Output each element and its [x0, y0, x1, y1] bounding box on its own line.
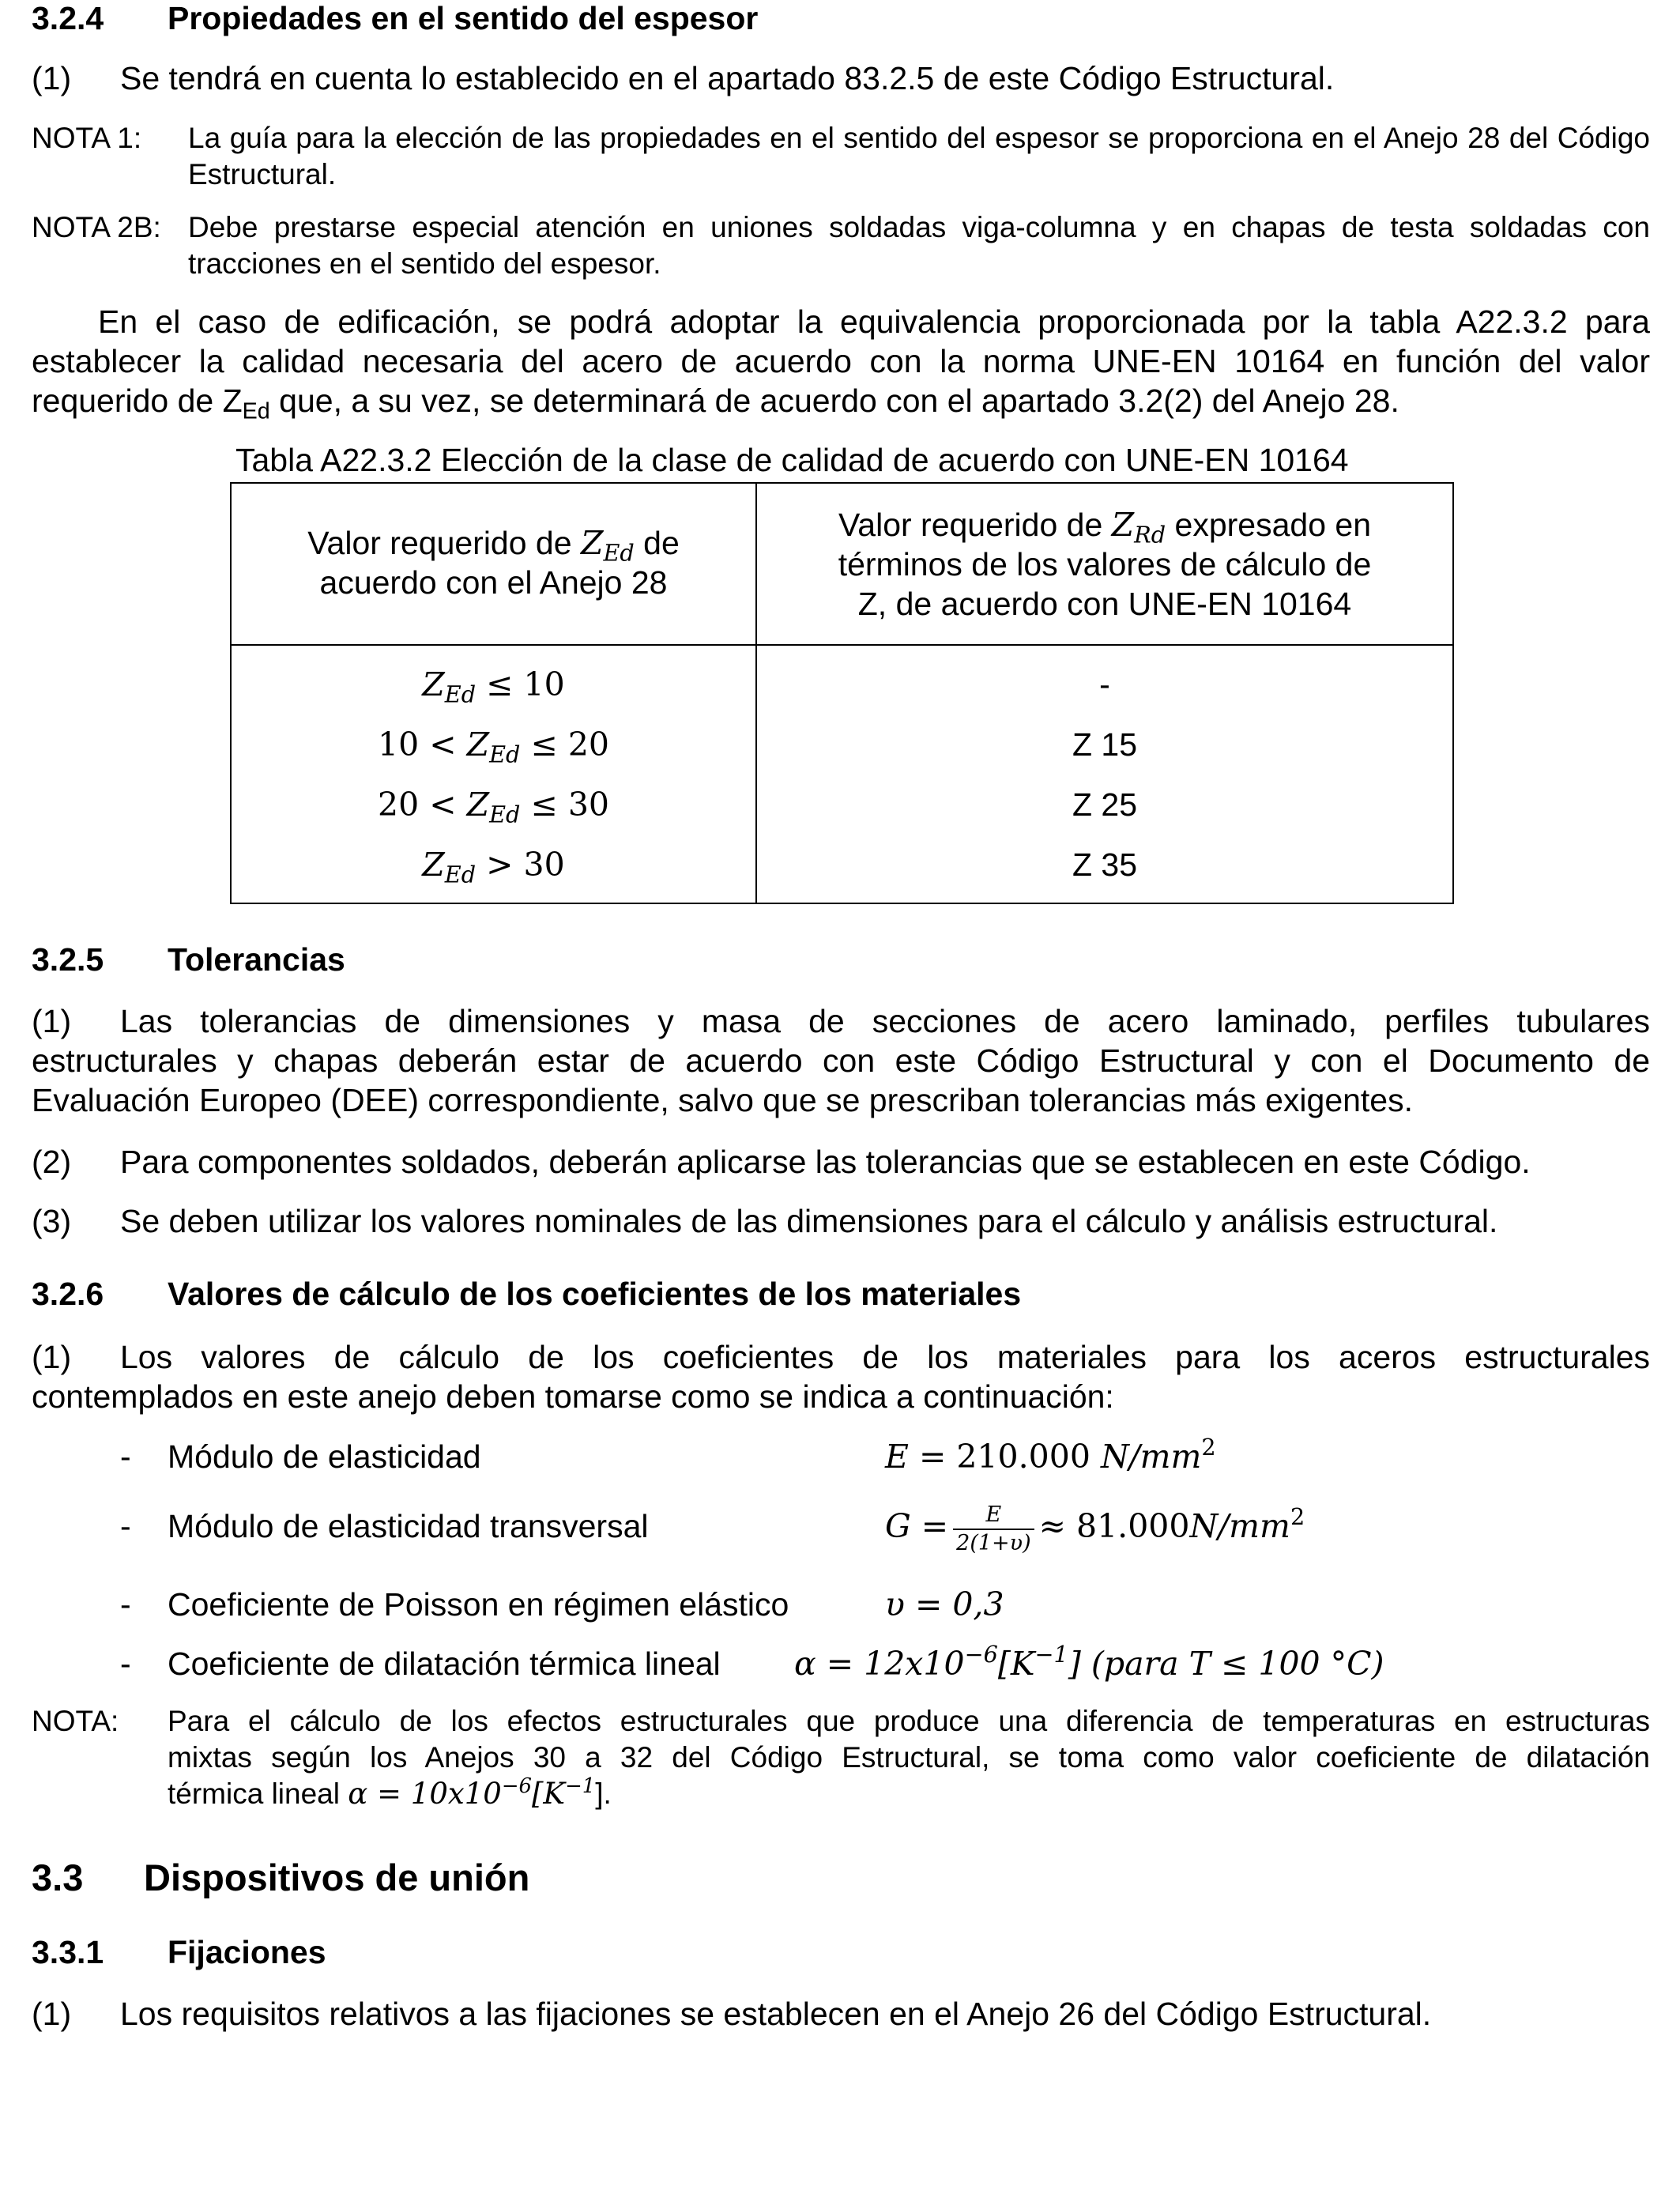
section-title-3-2-5: Tolerancias — [168, 941, 345, 978]
note-line: térmica lineal $\alpha = 10x10^{-6}[K^{-1}]$. — [168, 1774, 612, 1811]
section-number-3-2-6: 3.2.6 — [32, 1276, 104, 1312]
note-text: Debe prestarse especial atención en uniones soldadas viga-columna y en chapas de testa soldadas con tracciones en el sentido del espesor. — [188, 211, 1650, 280]
paragraph-number: (2) — [32, 1144, 72, 1180]
table-header-cell: Valor requerido de $Z_{Ed}$ de acuerdo con el Anejo 28 — [231, 483, 756, 645]
table-row: $Z_{Ed} > 30$ — [422, 845, 565, 888]
formula-e: E = 210.000 $N/mm^2$ — [885, 1434, 1216, 1476]
table-cell-z-classes — [756, 645, 1453, 903]
list-item: Coeficiente de Poisson en régimen elástico — [168, 1586, 789, 1623]
paragraph-line: establecer la calidad necesaria del acero de acuerdo con la norma UNE-EN 10164 en función del valor — [32, 343, 1650, 379]
list-item: Módulo de elasticidad — [168, 1438, 481, 1475]
paragraph-text: Se deben utilizar los valores nominales de las dimensiones para el cálculo y análisis estructural. — [120, 1203, 1498, 1239]
paragraph-line: Los valores de cálculo de los coeficientes de los materiales para los aceros estructurales — [120, 1339, 1650, 1375]
note-line: mixtas según los Anejos 30 a 32 del Código Estructural, se toma como valor coeficiente de dilatación — [168, 1741, 1650, 1774]
section-number-3-2-4: 3.2.4 — [32, 0, 104, 36]
paragraph-number: (1) — [32, 1996, 72, 2032]
section-number-3-3-1: 3.3.1 — [32, 1934, 104, 1970]
formula-alpha: $\alpha = 12x10^{-6}[K^{-1}]$ (para T ≤ 100 °C) — [794, 1641, 1384, 1683]
table-row: $10 < Z_{Ed} \le 20$ — [378, 725, 609, 768]
table-caption: Tabla A22.3.2 Elección de la clase de calidad de acuerdo con UNE-EN 10164 — [235, 442, 1349, 478]
paragraph-line: Las tolerancias de dimensiones y masa de secciones de acero laminado, perfiles tubulares — [120, 1003, 1650, 1039]
table-cell-zed-ranges — [231, 645, 756, 903]
table-row: Z 25 — [1072, 786, 1138, 823]
paragraph-line: estructurales y chapas deberán estar de acuerdo con este Código Estructural y con el Documento de — [32, 1042, 1650, 1079]
table-row: $20 < Z_{Ed} \le 30$ — [378, 785, 609, 828]
paragraph-line: requerido de $Z_{Ed}$ que, a su vez, se determinará de acuerdo con el apartado 3.2(2) del Anejo 28. — [32, 383, 1399, 424]
list-dash: - — [120, 1646, 131, 1682]
note-label: NOTA 1: — [32, 122, 142, 154]
quality-class-table — [230, 482, 1454, 904]
table-row: - — [1099, 665, 1110, 703]
table-row: Z 15 — [1072, 726, 1138, 763]
list-dash: - — [120, 1586, 131, 1623]
formula-g: G = $\frac{E}{2(1+\upsilon)}$ ≈ $81.000N/mm^2$ — [885, 1502, 1305, 1555]
list-dash: - — [120, 1438, 131, 1475]
note-label: NOTA: — [32, 1705, 119, 1737]
note-text: La guía para la elección de las propiedades en el sentido del espesor se proporciona en el Anejo 28 del Código Estructural. — [188, 122, 1650, 190]
list-item: Módulo de elasticidad transversal — [168, 1508, 649, 1544]
paragraph-number: (1) — [32, 1003, 72, 1039]
section-number-3-3: 3.3 — [32, 1857, 84, 1898]
table-header-cell: Valor requerido de $Z_{Rd}$ expresado en términos de los valores de cálculo de Z, de acuerdo con UNE-EN 10164 — [756, 483, 1453, 645]
paragraph-text: Se tendrá en cuenta lo establecido en el apartado 83.2.5 de este Código Estructural. — [120, 60, 1335, 96]
paragraph-line: Evaluación Europeo (DEE) correspondiente, salvo que se prescriban tolerancias más exigentes. — [32, 1082, 1414, 1118]
section-title-3-3-1: Fijaciones — [168, 1934, 326, 1970]
list-dash: - — [120, 1508, 131, 1544]
paragraph-number: (1) — [32, 1339, 72, 1375]
section-number-3-2-5: 3.2.5 — [32, 941, 104, 978]
section-title-3-2-6: Valores de cálculo de los coeficientes de los materiales — [168, 1276, 1022, 1312]
paragraph-line: En el caso de edificación, se podrá adoptar la equivalencia proporcionada por la tabla A22.3.2 para — [98, 303, 1650, 340]
section-title-3-2-4: Propiedades en el sentido del espesor — [168, 0, 759, 36]
table-row: $Z_{Ed} \le 10$ — [422, 665, 565, 708]
table-row: Z 35 — [1072, 846, 1138, 883]
paragraph-text: Para componentes soldados, deberán aplicarse las tolerancias que se establecen en este Código. — [120, 1144, 1531, 1180]
paragraph-line: contemplados en este anejo deben tomarse como se indica a continuación: — [32, 1378, 1114, 1415]
paragraph-text: Los requisitos relativos a las fijaciones se establecen en el Anejo 26 del Código Estructural. — [120, 1996, 1432, 2032]
formula-nu: υ = 0,3 — [885, 1585, 1004, 1623]
section-title-3-3: Dispositivos de unión — [144, 1857, 530, 1898]
paragraph-number: (3) — [32, 1203, 72, 1239]
paragraph-number: (1) — [32, 60, 72, 96]
note-line: Para el cálculo de los efectos estructurales que produce una diferencia de temperaturas en estructuras — [168, 1705, 1650, 1737]
note-label: NOTA 2B: — [32, 211, 161, 243]
list-item: Coeficiente de dilatación térmica lineal — [168, 1646, 721, 1682]
